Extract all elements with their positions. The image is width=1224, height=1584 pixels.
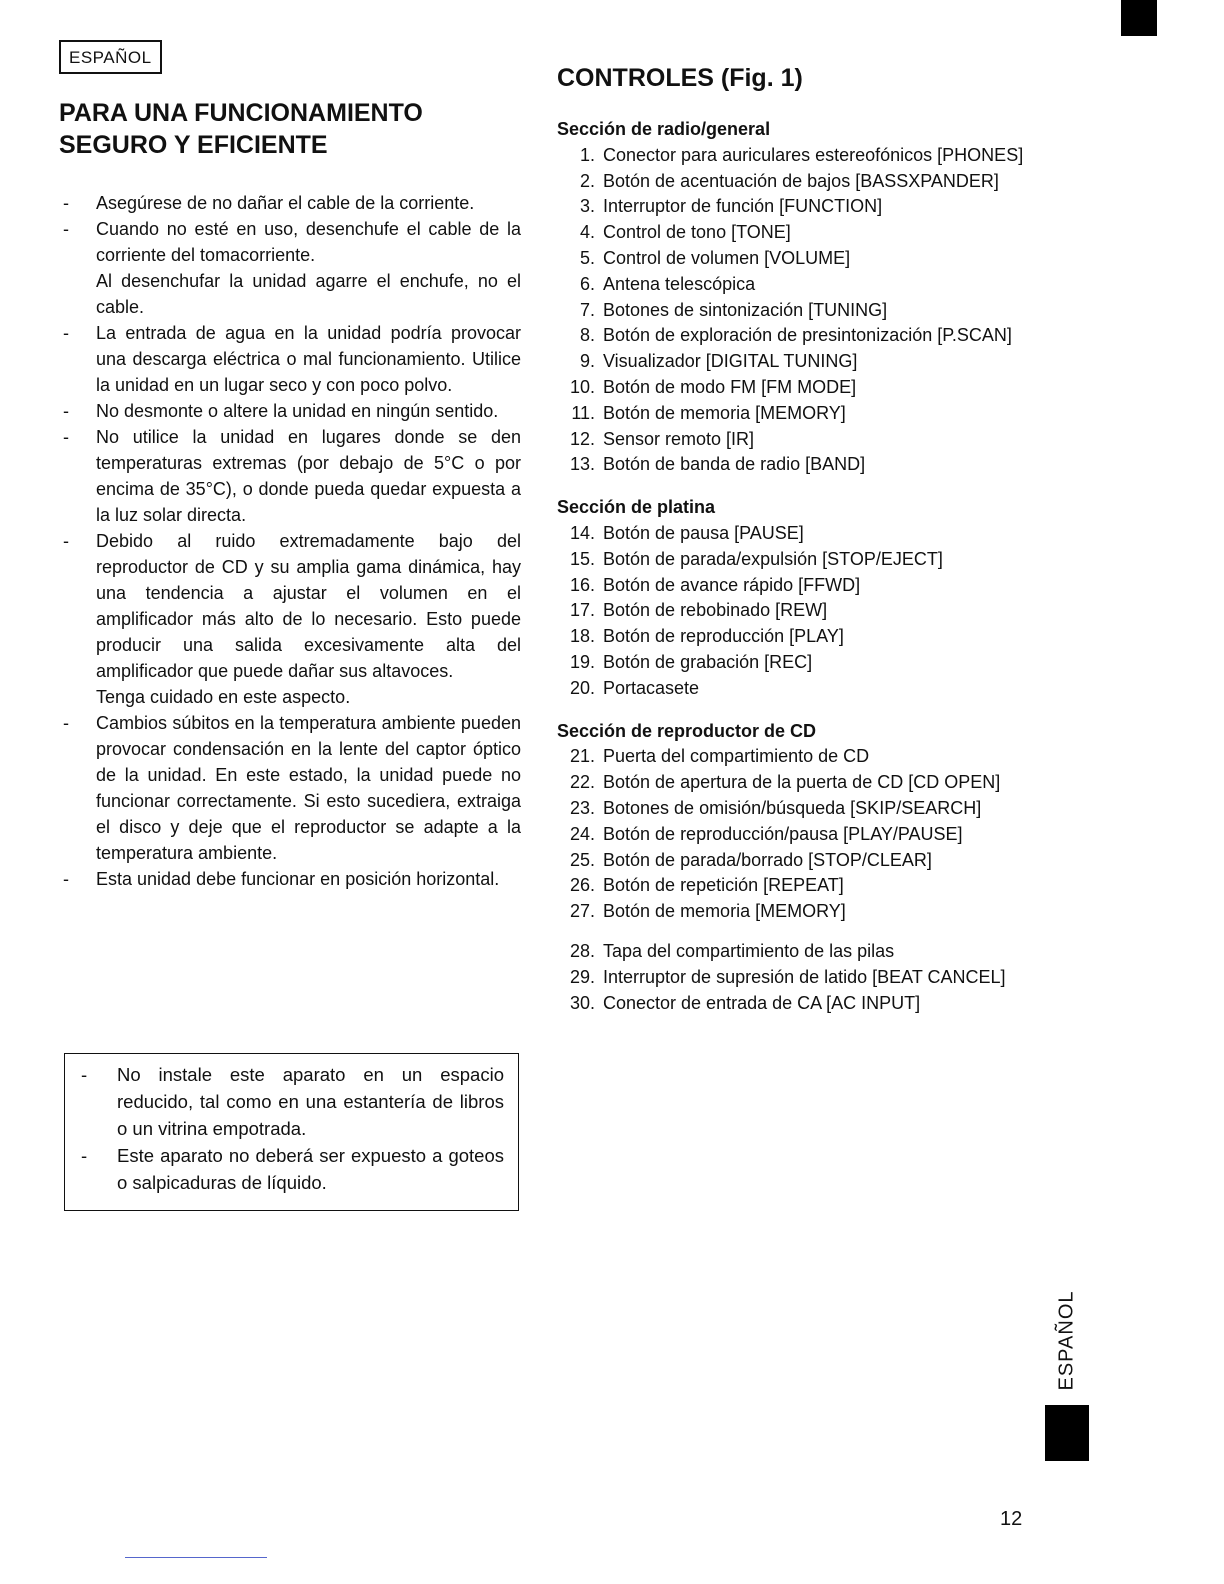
control-item xyxy=(557,401,1027,427)
item-label: Botón de banda de radio [BAND] xyxy=(603,454,866,475)
safety-item xyxy=(59,398,521,424)
control-item xyxy=(557,991,1027,1017)
item-label: Botón de memoria [MEMORY] xyxy=(603,402,846,423)
item-label: Botones de omisión/búsqueda [SKIP/SEARCH] xyxy=(603,797,982,818)
controls-list-deck xyxy=(557,521,1027,702)
item-label: Control de tono [TONE] xyxy=(603,222,791,243)
control-item xyxy=(557,744,1027,770)
item-number: 11. xyxy=(571,402,595,423)
item-label: Botón de exploración de presintonización [P.SCAN] xyxy=(603,325,1012,346)
item-number: 7. xyxy=(579,299,595,320)
warning-list xyxy=(79,1061,504,1196)
item-number: 18. xyxy=(569,626,595,647)
safety-item xyxy=(59,710,521,866)
item-label: Botón de grabación [REC] xyxy=(603,651,813,672)
safety-item-text: Cuando no esté en uso, desenchufe el cable de la corriente del tomacorriente. xyxy=(96,219,521,265)
safety-item xyxy=(59,424,521,528)
language-tag: ESPAÑOL xyxy=(59,40,162,74)
item-number: 6. xyxy=(579,273,595,294)
control-item xyxy=(557,650,1027,676)
dash-bullet: - xyxy=(63,869,69,889)
dash-bullet: - xyxy=(63,323,69,343)
control-item xyxy=(557,143,1027,169)
item-number: 25. xyxy=(569,849,595,870)
safety-item-text: Asegúrese de no dañar el cable de la corriente. xyxy=(96,193,475,213)
safety-item-text: No utilice la unidad en lugares donde se den temperaturas extremas (por debajo de 5°C o por encima de 35°C), o donde pueda quedar expuesta a la luz solar directa. xyxy=(96,427,521,525)
item-number: 20. xyxy=(569,677,595,698)
item-label: Puerta del compartimiento de CD xyxy=(603,746,870,767)
item-label: Botón de repetición [REPEAT] xyxy=(603,875,844,896)
control-item xyxy=(557,272,1027,298)
control-item xyxy=(557,848,1027,874)
safety-item xyxy=(59,216,521,320)
safety-list xyxy=(59,190,521,892)
warning-item xyxy=(79,1061,504,1142)
control-item xyxy=(557,965,1027,991)
control-item xyxy=(557,547,1027,573)
bottom-rule xyxy=(125,1557,267,1558)
safety-item-text: Esta unidad debe funcionar en posición horizontal. xyxy=(96,869,500,889)
safety-item xyxy=(59,528,521,710)
item-label: Botón de modo FM [FM MODE] xyxy=(603,376,857,397)
item-label: Conector para auriculares estereofónicos [PHONES] xyxy=(603,144,1024,165)
dash-bullet: - xyxy=(63,427,69,447)
control-item xyxy=(557,169,1027,195)
dash-bullet: - xyxy=(63,531,69,551)
control-item xyxy=(557,375,1027,401)
item-number: 10. xyxy=(569,376,595,397)
safety-item-text: Debido al ruido extremadamente bajo del reproductor de CD y su amplia gama dinámica, hay una tendencia a ajustar el volumen en el amplificador más alto de lo necesario. Esto puede producir una salida excesivamente alta del amplificador que puede dañar sus altavoces. xyxy=(96,531,521,681)
item-label: Conector de entrada de CA [AC INPUT] xyxy=(603,992,921,1013)
control-item xyxy=(557,427,1027,453)
item-number: 8. xyxy=(579,325,595,346)
control-item xyxy=(557,939,1027,965)
dash-bullet: - xyxy=(63,713,69,733)
control-item xyxy=(557,676,1027,702)
dash-bullet: - xyxy=(81,1064,88,1085)
page-number: 12 xyxy=(1000,1508,1023,1530)
controls-column xyxy=(557,117,1027,1016)
warning-item xyxy=(79,1142,504,1196)
control-item xyxy=(557,598,1027,624)
safety-item-text: La entrada de agua en la unidad podría provocar una descarga eléctrica o mal funcionamiento. Utilice la unidad en un lugar seco y con poco polvo. xyxy=(96,323,521,395)
dash-bullet: - xyxy=(63,219,69,239)
item-number: 4. xyxy=(579,222,595,243)
item-number: 16. xyxy=(569,574,595,595)
item-number: 23. xyxy=(569,797,595,818)
control-item xyxy=(557,298,1027,324)
controls-list-other xyxy=(557,939,1027,1016)
item-number: 15. xyxy=(569,548,595,569)
control-item xyxy=(557,349,1027,375)
control-item xyxy=(557,452,1027,478)
side-language-text: ESPAÑOL xyxy=(1055,1290,1078,1390)
item-label: Sensor remoto [IR] xyxy=(603,428,755,449)
item-label: Botón de apertura de la puerta de CD [CD OPEN] xyxy=(603,772,1001,793)
warning-item-text: No instale este aparato en un espacio reducido, tal como en una estantería de libros o un vitrina empotrada. xyxy=(117,1064,504,1139)
control-item xyxy=(557,194,1027,220)
item-number: 14. xyxy=(569,522,595,543)
item-number: 13. xyxy=(569,454,595,475)
item-number: 12. xyxy=(569,428,595,449)
item-label: Interruptor de supresión de latido [BEAT CANCEL] xyxy=(603,966,1006,987)
control-item xyxy=(557,573,1027,599)
item-label: Botón de memoria [MEMORY] xyxy=(603,901,846,922)
item-number: 5. xyxy=(579,247,595,268)
item-number: 29. xyxy=(569,966,595,987)
control-item xyxy=(557,323,1027,349)
safety-item-extra: Al desenchufar la unidad agarre el enchufe, no el cable. xyxy=(96,271,521,317)
item-number: 19. xyxy=(569,651,595,672)
item-label: Botón de reproducción/pausa [PLAY/PAUSE] xyxy=(603,823,963,844)
item-label: Botón de reproducción [PLAY] xyxy=(603,626,844,647)
item-label: Visualizador [DIGITAL TUNING] xyxy=(603,351,858,372)
item-label: Botón de acentuación de bajos [BASSXPANDER] xyxy=(603,170,999,191)
safety-item-text: No desmonte o altere la unidad en ningún sentido. xyxy=(96,401,499,421)
item-number: 1. xyxy=(579,144,595,165)
item-number: 22. xyxy=(569,772,595,793)
item-label: Botón de parada/expulsión [STOP/EJECT] xyxy=(603,548,943,569)
item-number: 3. xyxy=(579,196,595,217)
page-title: PARA UNA FUNCIONAMIENTO SEGURO Y EFICIENTE xyxy=(59,99,423,159)
item-number: 28. xyxy=(569,940,595,961)
controls-list-cd xyxy=(557,744,1027,925)
section-heading-radio: Sección de radio/general xyxy=(557,119,771,139)
item-label: Botón de rebobinado [REW] xyxy=(603,600,828,621)
safety-item xyxy=(59,866,521,892)
item-number: 24. xyxy=(569,823,595,844)
control-item xyxy=(557,796,1027,822)
item-number: 30. xyxy=(569,992,595,1013)
side-language-label xyxy=(1027,1290,1107,1390)
warning-box xyxy=(64,1053,519,1211)
safety-item xyxy=(59,190,521,216)
item-number: 2. xyxy=(579,170,595,191)
item-number: 26. xyxy=(569,875,595,896)
control-item xyxy=(557,770,1027,796)
control-item xyxy=(557,220,1027,246)
item-label: Interruptor de función [FUNCTION] xyxy=(603,196,883,217)
item-label: Botón de parada/borrado [STOP/CLEAR] xyxy=(603,849,932,870)
item-label: Antena telescópica xyxy=(603,273,756,294)
controls-title: CONTROLES (Fig. 1) xyxy=(557,64,803,92)
item-number: 21. xyxy=(569,746,595,767)
dash-bullet: - xyxy=(63,401,69,421)
control-item xyxy=(557,246,1027,272)
control-item xyxy=(557,521,1027,547)
safety-item-extra: Tenga cuidado en este aspecto. xyxy=(96,687,351,707)
edge-tab-marker-bottom xyxy=(1045,1405,1089,1461)
item-label: Botón de avance rápido [FFWD] xyxy=(603,574,861,595)
section-heading-cd: Sección de reproductor de CD xyxy=(557,720,817,741)
warning-item-text: Este aparato no deberá ser expuesto a goteos o salpicaduras de líquido. xyxy=(117,1145,504,1193)
safety-item-text: Cambios súbitos en la temperatura ambiente pueden provocar condensación en la lente del captor óptico de la unidad. En este estado, la unidad puede no funcionar correctamente. Si esto sucediera, extraiga el disco y deje que el reproductor se adapte a la temperatura ambiente. xyxy=(96,713,521,863)
item-label: Botón de pausa [PAUSE] xyxy=(603,522,804,543)
item-number: 9. xyxy=(579,351,595,372)
control-item xyxy=(557,899,1027,925)
item-number: 27. xyxy=(569,901,595,922)
edge-tab-marker-top xyxy=(1121,0,1157,36)
control-item xyxy=(557,822,1027,848)
control-item xyxy=(557,624,1027,650)
dash-bullet: - xyxy=(63,193,69,213)
dash-bullet: - xyxy=(81,1145,88,1166)
item-number: 17. xyxy=(569,600,595,621)
control-item xyxy=(557,873,1027,899)
item-label: Portacasete xyxy=(603,677,700,698)
item-label: Botones de sintonización [TUNING] xyxy=(603,299,888,320)
item-label: Control de volumen [VOLUME] xyxy=(603,247,851,268)
controls-list-radio xyxy=(557,143,1027,478)
section-heading-deck: Sección de platina xyxy=(557,497,716,518)
item-label: Tapa del compartimiento de las pilas xyxy=(603,940,895,961)
safety-item xyxy=(59,320,521,398)
